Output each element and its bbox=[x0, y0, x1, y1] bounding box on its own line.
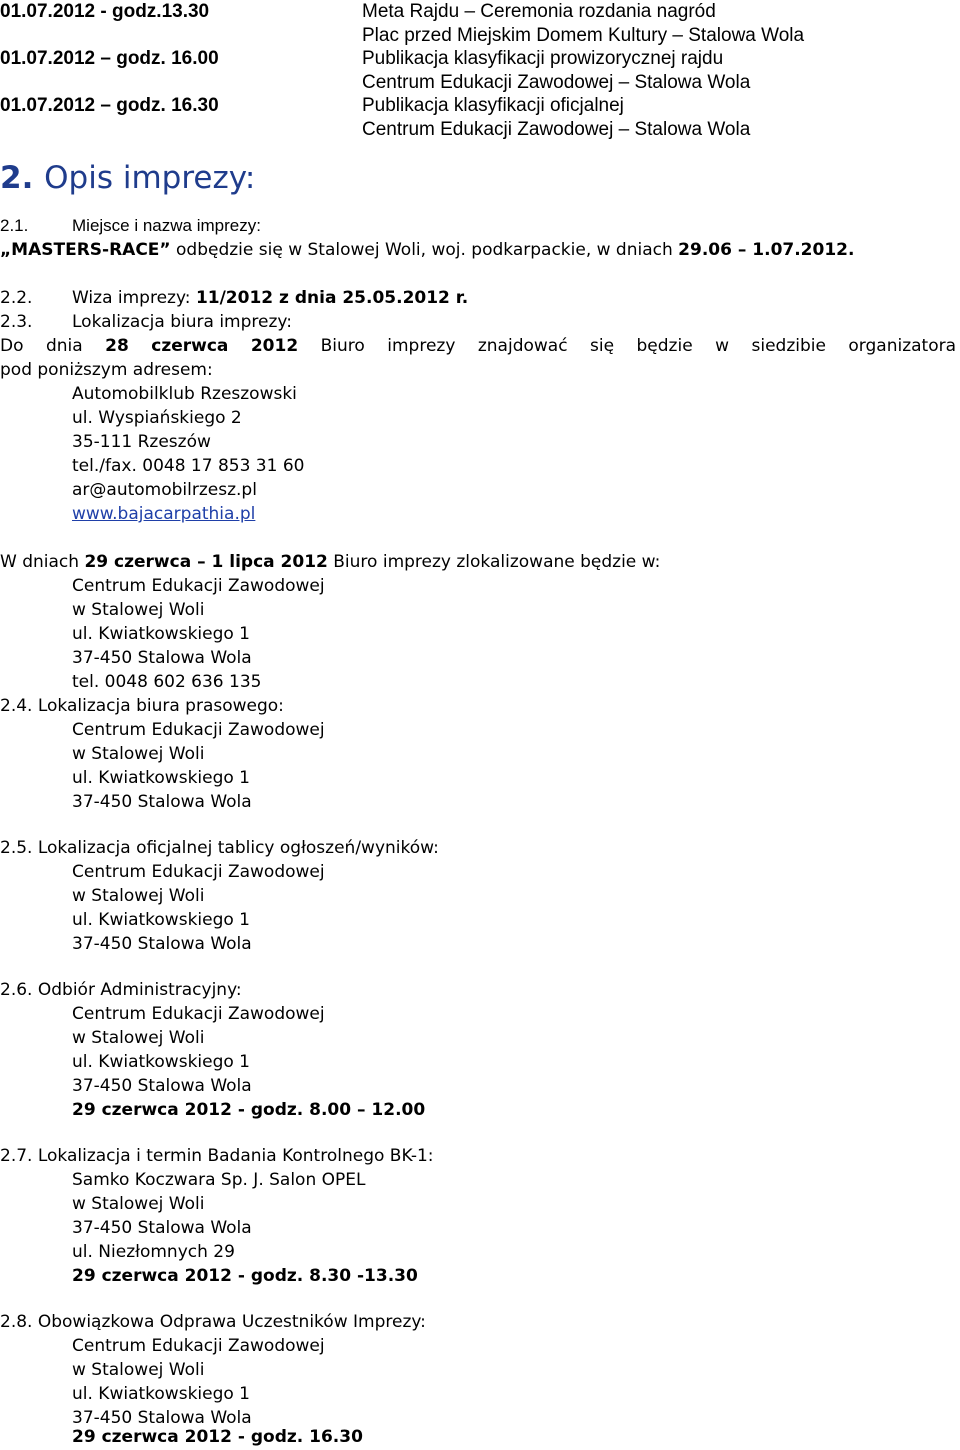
s23-heading bbox=[0, 310, 292, 334]
s21-label: Miejsce i nazwa imprezy: bbox=[72, 216, 261, 235]
address-line: Automobilklub Rzeszowski bbox=[72, 384, 297, 404]
s27-heading bbox=[0, 1144, 434, 1168]
schedule-desc-1b: Plac przed Miejskim Domem Kultury – Stalowa Wola bbox=[362, 24, 805, 46]
s28-label: Obowiązkowa Odprawa Uczestników Imprezy: bbox=[37, 1312, 426, 1332]
address-line: 37-450 Stalowa Wola bbox=[72, 934, 252, 954]
s26-heading bbox=[0, 978, 242, 1002]
word: znajdować bbox=[477, 336, 568, 356]
address-line: Centrum Edukacji Zawodowej bbox=[72, 576, 325, 596]
s26-time: 29 czerwca 2012 - godz. 8.00 – 12.00 bbox=[72, 1100, 426, 1120]
phone: tel. 0048 602 636 135 bbox=[72, 672, 262, 692]
word: czerwca bbox=[151, 336, 229, 356]
s28-time: 29 czerwca 2012 - godz. 16.30 bbox=[72, 1427, 363, 1447]
address-line: Centrum Edukacji Zawodowej bbox=[72, 1336, 325, 1356]
s23-para-line2: pod poniższym adresem: bbox=[0, 360, 213, 380]
address-line: Samko Koczwara Sp. J. Salon OPEL bbox=[72, 1170, 366, 1190]
s24-heading bbox=[0, 694, 284, 718]
s21-text-a: odbędzie się w Stalowej Woli, woj. podkarpackie, w dniach bbox=[176, 240, 673, 260]
word: dnia bbox=[45, 336, 83, 356]
para2-dates: 29 czerwca – 1 lipca 2012 bbox=[84, 552, 328, 572]
website-line bbox=[72, 502, 255, 526]
phone-fax: tel./fax. 0048 17 853 31 60 bbox=[72, 456, 305, 476]
schedule-desc-2a: Publikacja klasyfikacji prowizorycznej rajdu bbox=[362, 48, 724, 69]
s24-label: Lokalizacja biura prasowego: bbox=[37, 696, 284, 716]
s22-label: Wiza imprezy: bbox=[72, 288, 191, 308]
word: siedzibie bbox=[751, 336, 826, 356]
address-line: w Stalowej Woli bbox=[72, 600, 205, 620]
schedule-desc-3b: Centrum Edukacji Zawodowej – Stalowa Wola bbox=[362, 118, 751, 140]
word: Biuro bbox=[320, 336, 365, 356]
s28-heading bbox=[0, 1310, 426, 1334]
address-line: 35-111 Rzeszów bbox=[72, 432, 211, 452]
address-line: 37-450 Stalowa Wola bbox=[72, 1218, 252, 1238]
address-line: ul. Kwiatkowskiego 1 bbox=[72, 768, 251, 788]
para2-text-b: Biuro imprezy zlokalizowane będzie w: bbox=[333, 552, 661, 572]
address-line: Centrum Edukacji Zawodowej bbox=[72, 720, 325, 740]
schedule-date-2: 01.07.2012 – godz. 16.00 bbox=[0, 48, 219, 69]
s27-time: 29 czerwca 2012 - godz. 8.30 -13.30 bbox=[72, 1266, 418, 1286]
s23-para2 bbox=[0, 550, 660, 574]
schedule-desc-1a: Meta Rajdu – Ceremonia rozdania nagród bbox=[362, 1, 716, 22]
s25-label: Lokalizacja oficjalnej tablicy ogłoszeń/wyników: bbox=[37, 838, 439, 858]
s23-number: 2.3. bbox=[0, 312, 33, 332]
address-line: ul. Kwiatkowskiego 1 bbox=[72, 910, 251, 930]
event-dates: 29.06 – 1.07.2012. bbox=[678, 240, 855, 260]
address-line: ul. Kwiatkowskiego 1 bbox=[72, 624, 251, 644]
address-line: Centrum Edukacji Zawodowej bbox=[72, 1004, 325, 1024]
website-link[interactable]: www.bajacarpathia.pl bbox=[72, 504, 256, 524]
address-line: w Stalowej Woli bbox=[72, 886, 205, 906]
event-name: „MASTERS-RACE” bbox=[0, 240, 171, 260]
email: ar@automobilrzesz.pl bbox=[72, 480, 257, 500]
s21-number: 2.1. bbox=[0, 216, 29, 235]
s23-label: Lokalizacja biura imprezy: bbox=[72, 312, 292, 332]
word: w bbox=[715, 336, 730, 356]
s25-heading bbox=[0, 836, 439, 860]
address-line: w Stalowej Woli bbox=[72, 744, 205, 764]
s22-line bbox=[0, 286, 468, 310]
word: się bbox=[590, 336, 615, 356]
address-line: w Stalowej Woli bbox=[72, 1360, 205, 1380]
address-line: 37-450 Stalowa Wola bbox=[72, 648, 252, 668]
address-line: ul. Niezłomnych 29 bbox=[72, 1242, 235, 1262]
s25-number: 2.5. bbox=[0, 838, 33, 858]
address-line: 37-450 Stalowa Wola bbox=[72, 1408, 252, 1428]
word: organizatora bbox=[848, 336, 957, 356]
word: imprezy bbox=[387, 336, 456, 356]
s28-number: 2.8. bbox=[0, 1312, 33, 1332]
word: będzie bbox=[636, 336, 693, 356]
para2-text-a: W dniach bbox=[0, 552, 80, 572]
section-title: Opis imprezy: bbox=[44, 160, 256, 196]
visa-value: 11/2012 z dnia 25.05.2012 r. bbox=[195, 288, 469, 308]
address-line: ul. Wyspiańskiego 2 bbox=[72, 408, 242, 428]
s21-heading bbox=[0, 214, 261, 238]
address-line: 37-450 Stalowa Wola bbox=[72, 1076, 252, 1096]
address-line: w Stalowej Woli bbox=[72, 1194, 205, 1214]
s26-label: Odbiór Administracyjny: bbox=[37, 980, 242, 1000]
address-line: ul. Kwiatkowskiego 1 bbox=[72, 1052, 251, 1072]
word: 28 bbox=[105, 336, 129, 356]
address-line: w Stalowej Woli bbox=[72, 1028, 205, 1048]
word: Do bbox=[0, 336, 24, 356]
s27-number: 2.7. bbox=[0, 1146, 33, 1166]
schedule-desc-2b: Centrum Edukacji Zawodowej – Stalowa Wola bbox=[362, 71, 751, 93]
s27-label: Lokalizacja i termin Badania Kontrolnego BK-1: bbox=[37, 1146, 434, 1166]
schedule-date-1: 01.07.2012 - godz.13.30 bbox=[0, 1, 210, 22]
section-heading bbox=[0, 160, 255, 196]
s24-number: 2.4. bbox=[0, 696, 33, 716]
address-line: ul. Kwiatkowskiego 1 bbox=[72, 1384, 251, 1404]
schedule-desc-3a: Publikacja klasyfikacji oficjalnej bbox=[362, 95, 624, 116]
address-line: 37-450 Stalowa Wola bbox=[72, 792, 252, 812]
schedule-date-3: 01.07.2012 – godz. 16.30 bbox=[0, 95, 219, 116]
s21-text bbox=[0, 238, 854, 262]
word: 2012 bbox=[250, 336, 299, 356]
s23-para-line1 bbox=[0, 334, 956, 358]
s26-number: 2.6. bbox=[0, 980, 33, 1000]
address-line: Centrum Edukacji Zawodowej bbox=[72, 862, 325, 882]
section-number: 2. bbox=[0, 160, 34, 196]
s22-number: 2.2. bbox=[0, 288, 33, 308]
